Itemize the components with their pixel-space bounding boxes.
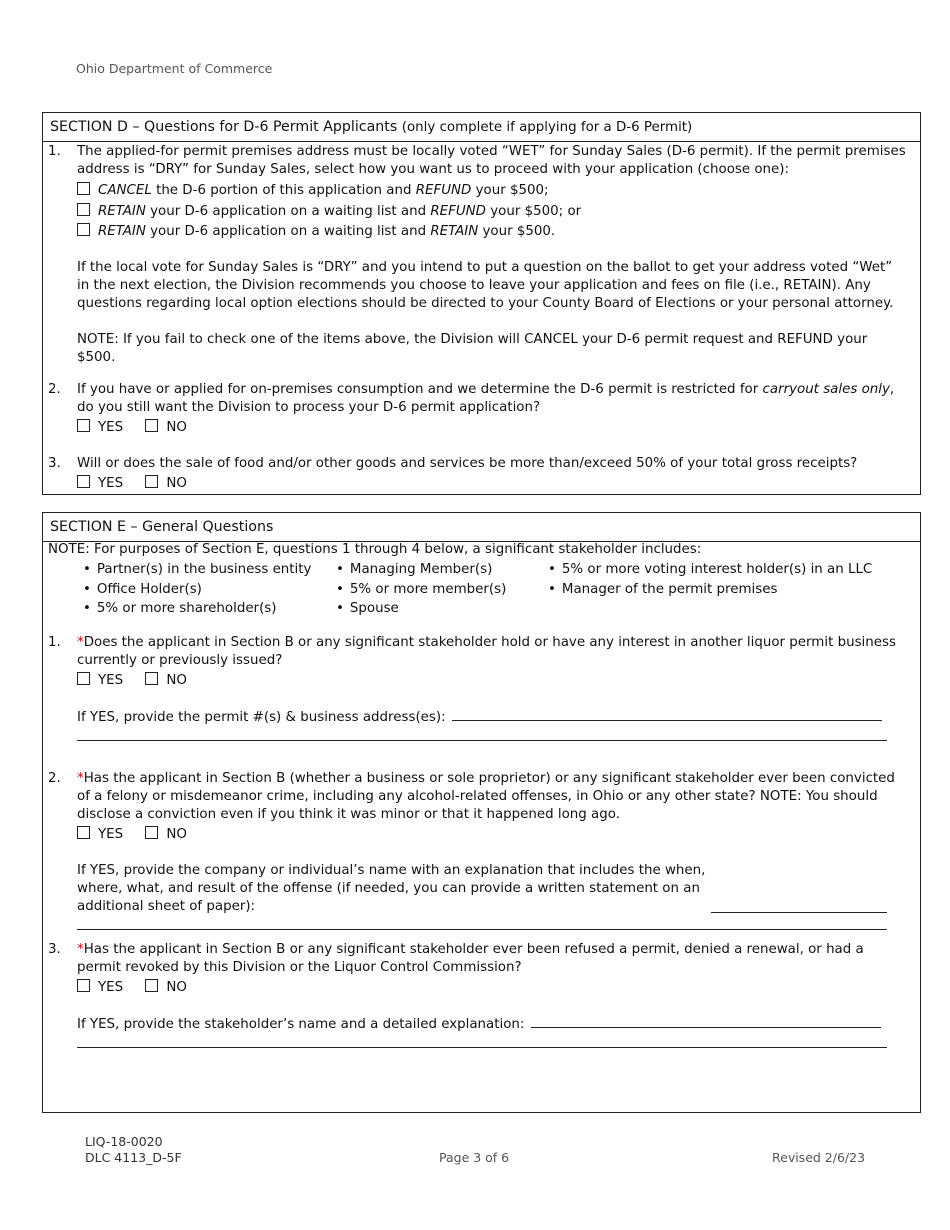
- cancel-refund-note: NOTE: If you fail to check one of the items above, the Division will CANCEL your D-6 permit request and REFUND your $500.: [77, 331, 868, 365]
- question-text: If you have or applied for on-premises consumption and we determine the D-6 permit is restricted for carryout sales only, do you still want the Division to process your D-6 permit application?: [77, 382, 895, 415]
- checkbox[interactable]: [77, 672, 90, 685]
- if-yes-label: If YES, provide the permit #(s) & business address(es):: [77, 710, 446, 725]
- e-question-1: [48, 634, 908, 741]
- question-text: The applied-for permit premises address must be locally voted “WET” for Sunday Sales (D-6 permit). If the permit premises address is “DRY” for Sunday Sales, select how you want us to proceed with your application (choose one):: [77, 144, 906, 177]
- no-option[interactable]: NO: [145, 672, 187, 690]
- yes-option[interactable]: YES: [77, 475, 123, 493]
- form-id: LIQ-18-0020: [85, 1134, 163, 1149]
- permit-address-field-line-2[interactable]: [77, 739, 887, 741]
- section-d-title: [43, 113, 920, 142]
- e-question-3: [48, 941, 908, 1048]
- revised-date: Revised 2/6/23: [772, 1150, 866, 1165]
- question-text: Will or does the sale of food and/or other goods and services be more than/exceed 50% of your total gross receipts?: [77, 456, 858, 471]
- no-option[interactable]: NO: [145, 979, 187, 997]
- checkbox[interactable]: [145, 826, 158, 839]
- yes-option[interactable]: YES: [77, 979, 123, 997]
- if-yes-label: If YES, provide the stakeholder’s name and a detailed explanation:: [77, 1017, 525, 1032]
- list-item: • 5% or more voting interest holder(s) in an LLC: [548, 560, 872, 580]
- question-text: *Does the applicant in Section B or any significant stakeholder hold or have any interest in another liquor permit business currently or previously issued?: [77, 635, 896, 668]
- no-option[interactable]: NO: [145, 826, 187, 844]
- no-option[interactable]: NO: [145, 475, 187, 493]
- list-item: • 5% or more shareholder(s): [83, 599, 311, 619]
- checkbox[interactable]: [77, 475, 90, 488]
- e-question-2: [48, 770, 908, 930]
- d-question-1: [48, 143, 908, 367]
- section-d-heading: SECTION D – Questions for D-6 Permit Applicants: [50, 119, 398, 135]
- checkbox[interactable]: [77, 826, 90, 839]
- question-number: 3.: [48, 456, 61, 471]
- list-item: • Managing Member(s): [336, 560, 506, 580]
- form-identifiers: [85, 1134, 182, 1166]
- list-item: • Office Holder(s): [83, 580, 311, 600]
- question-number: 3.: [48, 942, 61, 957]
- d6-retain-retain-option[interactable]: RETAIN your D-6 application on a waiting list and RETAIN your $500.: [77, 222, 908, 243]
- dry-vote-paragraph: If the local vote for Sunday Sales is “DRY” and you intend to put a question on the ballot to get your address voted “Wet” in the next election, the Division recommends you choose to leave your application and fees on file (i.e., RETAIN). Any questions regarding local option elections should be directed to your County Board of Elections or your personal attorney.: [77, 259, 894, 311]
- section-e-box: [42, 512, 921, 1113]
- stakeholder-note: NOTE: For purposes of Section E, questions 1 through 4 below, a significant stakeholder includes:: [48, 542, 702, 557]
- d-question-3: [48, 455, 908, 493]
- checkbox[interactable]: [145, 672, 158, 685]
- list-item: • 5% or more member(s): [336, 580, 506, 600]
- question-text: *Has the applicant in Section B (whether a business or sole proprietor) or any significant stakeholder ever been convicted of a felony or misdemeanor crime, including any alcohol-related offenses, in Ohio or any other state? NOTE: You should disclose a conviction even if you think it was minor or that it happened long ago.: [77, 771, 895, 822]
- section-e-title: SECTION E – General Questions: [43, 513, 920, 542]
- no-option[interactable]: NO: [145, 419, 187, 437]
- question-number: 2.: [48, 382, 61, 397]
- yes-option[interactable]: YES: [77, 672, 123, 690]
- list-item: • Manager of the permit premises: [548, 580, 872, 600]
- section-d-box: [42, 112, 921, 495]
- d6-cancel-refund-option[interactable]: CANCEL the D-6 portion of this application and REFUND your $500;: [77, 181, 908, 202]
- d-question-2: [48, 381, 908, 437]
- question-text: *Has the applicant in Section B or any significant stakeholder ever been refused a permit, denied a renewal, or had a permit revoked by this Division or the Liquor Control Commission?: [77, 942, 864, 975]
- checkbox[interactable]: [77, 419, 90, 432]
- yes-option[interactable]: YES: [77, 419, 123, 437]
- yes-option[interactable]: YES: [77, 826, 123, 844]
- list-item: • Spouse: [336, 599, 506, 619]
- stakeholder-explanation-field-line-2[interactable]: [77, 1046, 887, 1048]
- form-code: DLC 4113_D-5F: [85, 1150, 182, 1165]
- list-item: • Partner(s) in the business entity: [83, 560, 311, 580]
- question-number: 1.: [48, 635, 61, 650]
- checkbox[interactable]: [77, 203, 90, 216]
- permit-address-field[interactable]: [452, 708, 882, 721]
- checkbox[interactable]: [145, 475, 158, 488]
- offense-explanation-field[interactable]: [711, 900, 887, 913]
- checkbox[interactable]: [77, 223, 90, 236]
- agency-header: Ohio Department of Commerce: [76, 61, 273, 76]
- checkbox[interactable]: [77, 182, 90, 195]
- offense-explanation-field-line-2[interactable]: [77, 928, 887, 930]
- page-number: Page 3 of 6: [439, 1150, 510, 1165]
- question-number: 2.: [48, 771, 61, 786]
- d6-retain-refund-option[interactable]: RETAIN your D-6 application on a waiting list and REFUND your $500; or: [77, 202, 908, 223]
- section-d-subtitle: (only complete if applying for a D-6 Permit): [401, 120, 693, 135]
- if-yes-label: If YES, provide the company or individual’s name with an explanation that includes the when, where, what, and result of the offense (if needed, you can provide a written statement on an additional sheet of paper):: [77, 863, 706, 914]
- question-number: 1.: [48, 144, 61, 159]
- stakeholder-explanation-field[interactable]: [531, 1015, 881, 1028]
- checkbox[interactable]: [77, 979, 90, 992]
- checkbox[interactable]: [145, 419, 158, 432]
- checkbox[interactable]: [145, 979, 158, 992]
